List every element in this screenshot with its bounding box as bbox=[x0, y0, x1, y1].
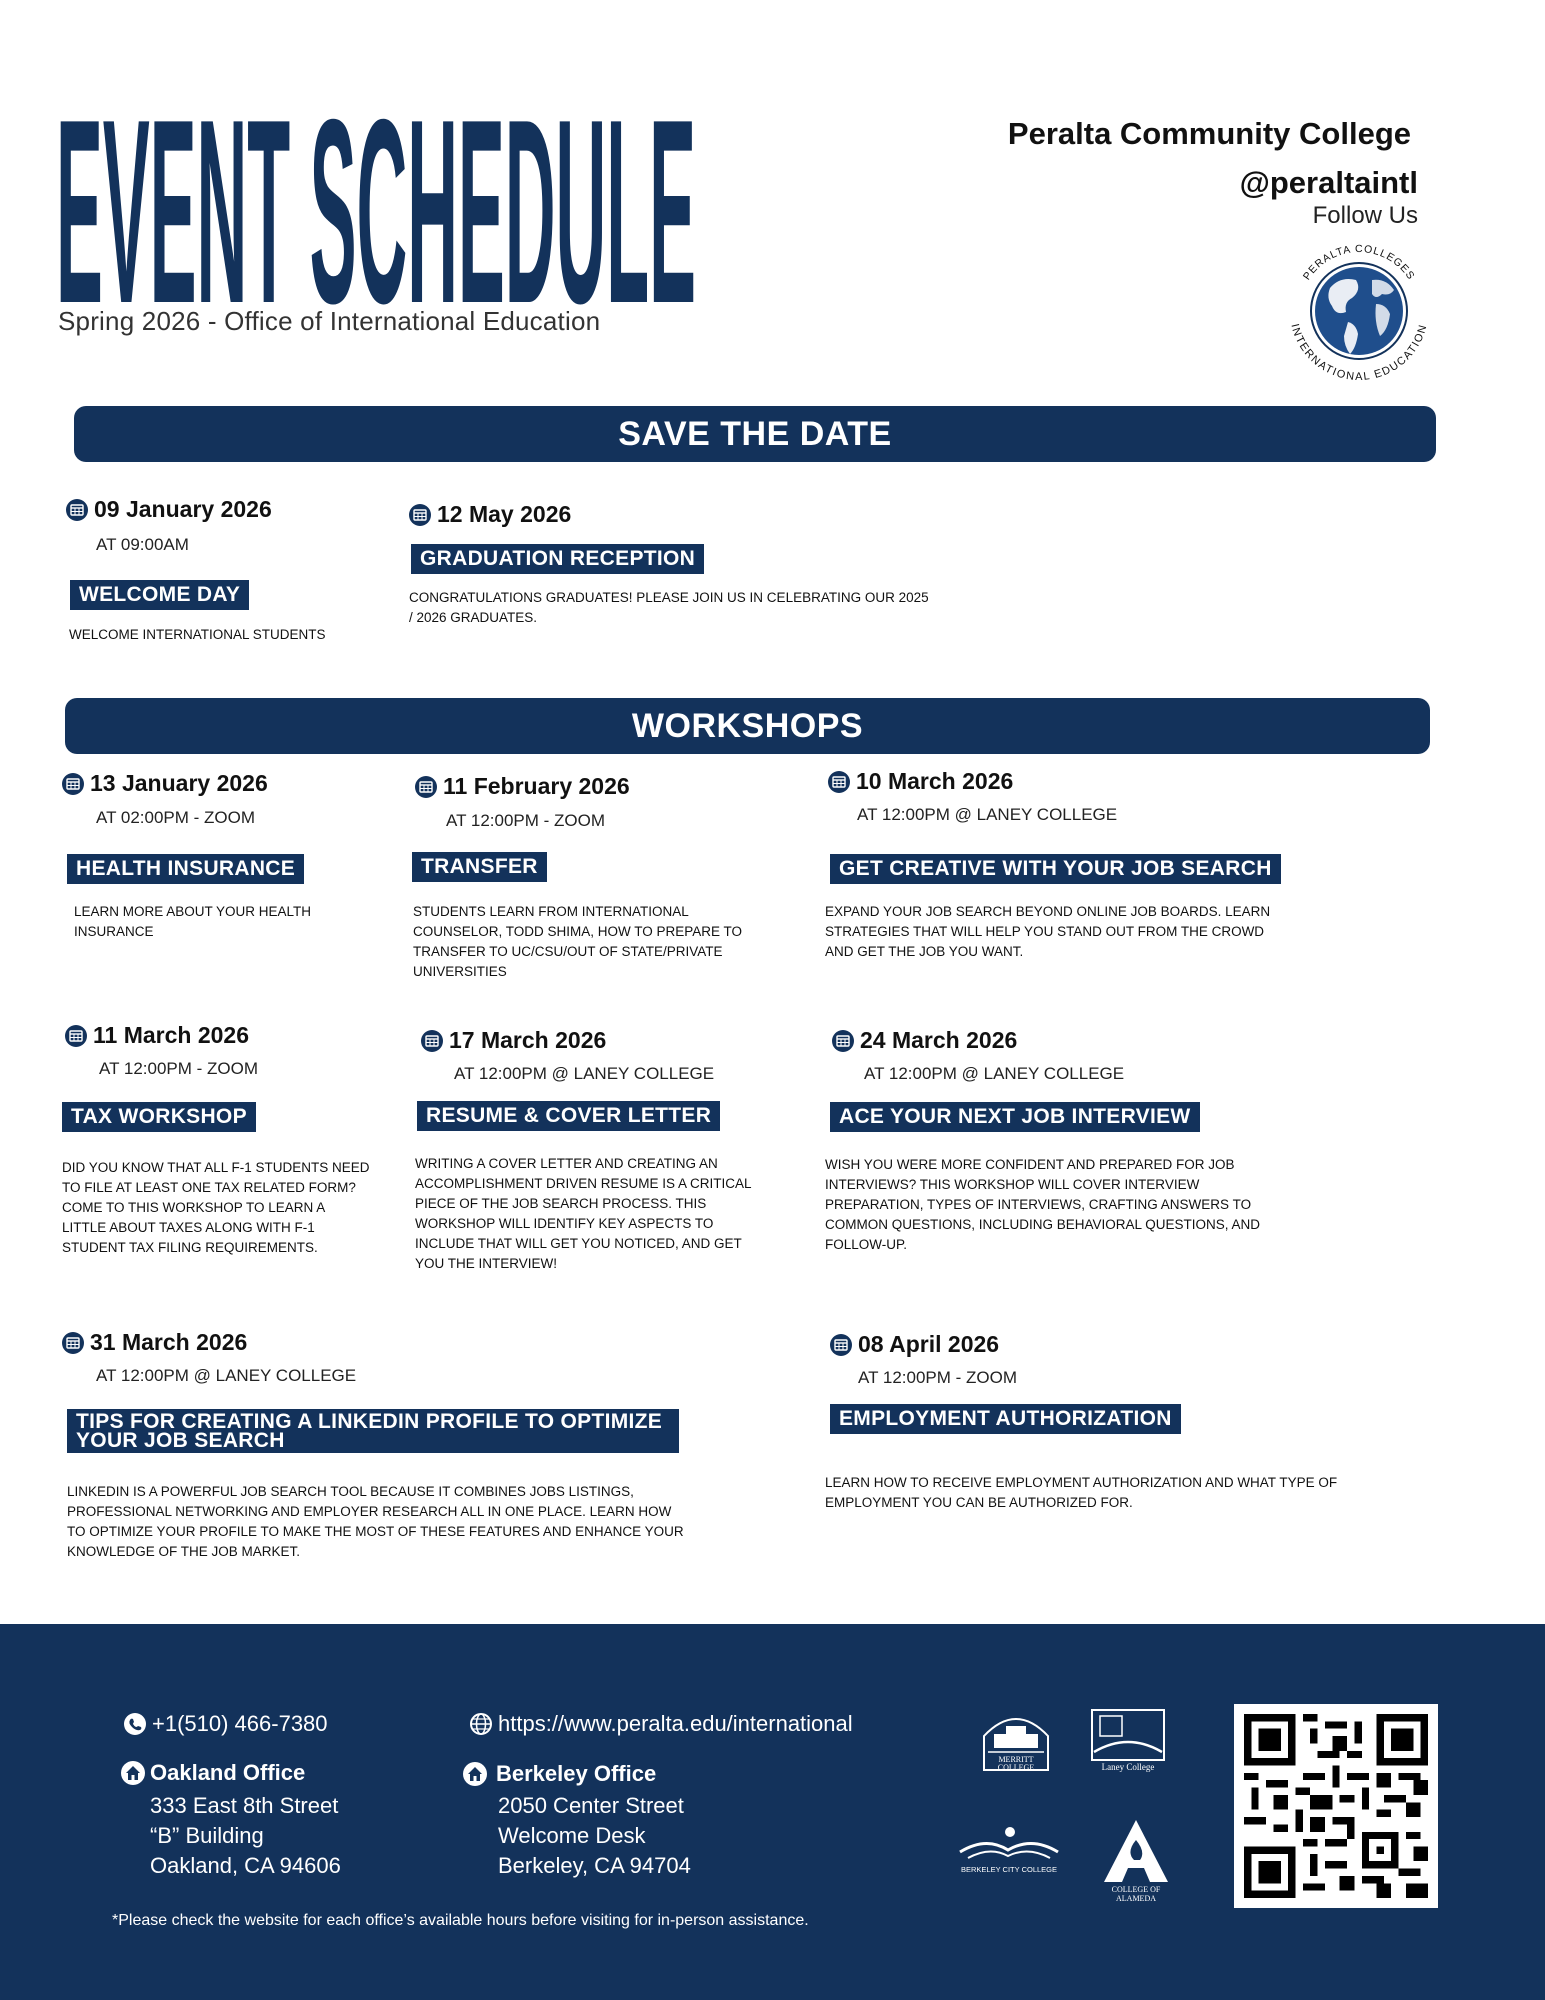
event-time: AT 12:00PM @ LANEY COLLEGE bbox=[454, 1064, 715, 1083]
calendar-icon bbox=[66, 499, 88, 521]
event-title: TAX WORKSHOP bbox=[62, 1102, 256, 1132]
event-description: STUDENTS LEARN FROM INTERNATIONAL COUNSELOR, TODD SHIMA, HOW TO PREPARE TO TRANSFER TO UC/CSU/OUT OF STATE/PRIVATE UNIVERSITIES bbox=[413, 904, 743, 979]
event-title: TIPS FOR CREATING A LINKEDIN PROFILE TO OPTIMIZE YOUR JOB SEARCH bbox=[67, 1409, 679, 1453]
event-date: 12 May 2026 bbox=[409, 501, 571, 528]
event-title: GET CREATIVE WITH YOUR JOB SEARCH bbox=[830, 854, 1281, 884]
address-line: Berkeley, CA 94704 bbox=[498, 1853, 691, 1878]
globe-icon bbox=[468, 1711, 494, 1737]
address-line: “B” Building bbox=[150, 1823, 264, 1848]
calendar-icon bbox=[62, 773, 84, 795]
event-welcome-day bbox=[66, 496, 272, 523]
event-time: AT 12:00PM @ LANEY COLLEGE bbox=[864, 1064, 1125, 1083]
event-time: AT 09:00AM bbox=[96, 535, 189, 554]
phone-contact[interactable]: +1(510) 466-7380 bbox=[122, 1711, 328, 1737]
workshop-health-insurance bbox=[62, 770, 268, 797]
international-education-seal bbox=[1278, 230, 1440, 392]
event-title: ACE YOUR NEXT JOB INTERVIEW bbox=[830, 1102, 1200, 1132]
college-name: Peralta Community College bbox=[1007, 116, 1411, 151]
svg-text:EVENT SCHEDULE: EVENT SCHEDULE bbox=[56, 82, 696, 312]
svg-text:Laney College: Laney College bbox=[1101, 1762, 1155, 1772]
event-graduation-reception bbox=[409, 501, 571, 528]
svg-text:COLLEGE: COLLEGE bbox=[997, 1763, 1035, 1772]
event-title: EMPLOYMENT AUTHORIZATION bbox=[830, 1404, 1181, 1434]
event-date: 09 January 2026 bbox=[66, 496, 272, 523]
event-description: WELCOME INTERNATIONAL STUDENTS bbox=[69, 627, 326, 642]
page-title bbox=[56, 82, 706, 312]
event-time: AT 12:00PM - ZOOM bbox=[858, 1368, 1018, 1387]
save-the-date-banner: SAVE THE DATE bbox=[74, 406, 1436, 462]
event-description: LEARN MORE ABOUT YOUR HEALTH INSURANCE bbox=[74, 904, 312, 939]
svg-text:ALAMEDA: ALAMEDA bbox=[1116, 1894, 1156, 1903]
event-description: WISH YOU WERE MORE CONFIDENT AND PREPARED FOR JOB INTERVIEWS? THIS WORKSHOP WILL COVER INTERVIEW PREPARATION, TYPES OF INTERVIEWS, CRAFTING ANSWERS TO COMMON QUESTIONS, INCLUDING BEHAVIORAL QUESTIONS, AND FOLLOW-UP. bbox=[825, 1157, 1261, 1252]
svg-text:MERRITT: MERRITT bbox=[998, 1755, 1034, 1764]
address-line: Welcome Desk bbox=[498, 1823, 646, 1848]
event-date: 10 March 2026 bbox=[828, 768, 1013, 795]
event-time: AT 02:00PM - ZOOM bbox=[96, 808, 256, 827]
workshop-interview bbox=[832, 1027, 1017, 1054]
workshop-linkedin bbox=[62, 1329, 247, 1356]
event-title: GRADUATION RECEPTION bbox=[411, 544, 704, 574]
address-line: 2050 Center Street bbox=[498, 1793, 684, 1818]
event-description: WRITING A COVER LETTER AND CREATING AN ACCOMPLISHMENT DRIVEN RESUME IS A CRITICAL PIECE OF THE JOB SEARCH PROCESS. THIS WORKSHOP WILL IDENTIFY KEY ASPECTS TO INCLUDE THAT WILL GET YOU NOTICED, AND GET YOU THE INTERVIEW! bbox=[415, 1156, 752, 1271]
svg-text:COLLEGE OF: COLLEGE OF bbox=[1111, 1885, 1161, 1894]
follow-us-label: Follow Us bbox=[1312, 202, 1418, 229]
address-line: 333 East 8th Street bbox=[150, 1793, 339, 1818]
calendar-icon bbox=[62, 1332, 84, 1354]
phone-icon bbox=[122, 1711, 148, 1737]
berkeley-office-heading: Berkeley Office bbox=[462, 1761, 656, 1787]
event-description: EXPAND YOUR JOB SEARCH BEYOND ONLINE JOB BOARDS. LEARN STRATEGIES THAT WILL HELP YOU STAND OUT FROM THE CROWD AND GET THE JOB YOU WANT. bbox=[825, 904, 1271, 959]
svg-text:INTERNATIONAL EDUCATION: INTERNATIONAL EDUCATION bbox=[1288, 322, 1430, 384]
calendar-icon bbox=[828, 771, 850, 793]
workshops-banner: WORKSHOPS bbox=[65, 698, 1430, 754]
visit-hours-note: *Please check the website for each office’s available hours before visiting for in-person assistance. bbox=[112, 1912, 809, 1929]
event-date: 08 April 2026 bbox=[830, 1331, 999, 1358]
social-handle[interactable]: @peraltaintl bbox=[1239, 165, 1418, 200]
event-title: TRANSFER bbox=[412, 852, 547, 882]
berkeley-office-address bbox=[498, 1791, 691, 1881]
event-description: CONGRATULATIONS GRADUATES! PLEASE JOIN US IN CELEBRATING OUR 2025 / 2026 GRADUATES. bbox=[409, 590, 929, 625]
event-date: 31 March 2026 bbox=[62, 1329, 247, 1356]
event-date: 13 January 2026 bbox=[62, 770, 268, 797]
calendar-icon bbox=[65, 1025, 87, 1047]
workshop-resume bbox=[421, 1027, 606, 1054]
page-subtitle: Spring 2026 - Office of International Education bbox=[58, 306, 601, 336]
merritt-college-logo bbox=[976, 1706, 1056, 1779]
event-date: 17 March 2026 bbox=[421, 1027, 606, 1054]
event-description: LINKEDIN IS A POWERFUL JOB SEARCH TOOL BECAUSE IT COMBINES JOBS LISTINGS, PROFESSIONAL NETWORKING AND EMPLOYER RESEARCH ALL IN ONE PLACE. LEARN HOW TO OPTIMIZE YOUR PROFILE TO MAKE THE MOST OF THESE FEATURES AND ENHANCE YOUR KNOWLEDGE OF THE JOB MARKET. bbox=[67, 1484, 684, 1559]
workshop-transfer bbox=[415, 773, 630, 800]
svg-text:BERKELEY CITY COLLEGE: BERKELEY CITY COLLEGE bbox=[960, 1865, 1058, 1874]
home-icon bbox=[462, 1761, 488, 1787]
college-of-alameda-logo bbox=[1096, 1818, 1176, 1907]
oakland-office-address bbox=[150, 1791, 341, 1881]
calendar-icon bbox=[421, 1030, 443, 1052]
laney-college-logo bbox=[1088, 1708, 1168, 1775]
oakland-office-heading: Oakland Office bbox=[120, 1760, 305, 1786]
calendar-icon bbox=[832, 1030, 854, 1052]
calendar-icon bbox=[409, 504, 431, 526]
calendar-icon bbox=[415, 776, 437, 798]
svg-text:PERALTA COLLEGES: PERALTA COLLEGES bbox=[1300, 242, 1418, 283]
home-icon bbox=[120, 1760, 146, 1786]
workshop-job-search bbox=[828, 768, 1013, 795]
address-line: Oakland, CA 94606 bbox=[150, 1853, 341, 1878]
event-time: AT 12:00PM @ LANEY COLLEGE bbox=[96, 1366, 357, 1385]
event-description: DID YOU KNOW THAT ALL F-1 STUDENTS NEED TO FILE AT LEAST ONE TAX RELATED FORM? COME TO THIS WORKSHOP TO LEARN A LITTLE ABOUT TAXES ALONG WITH F-1 STUDENT TAX FILING REQUIREMENTS. bbox=[62, 1160, 370, 1255]
website-link[interactable]: https://www.peralta.edu/international bbox=[468, 1711, 853, 1737]
calendar-icon bbox=[830, 1334, 852, 1356]
workshop-employment-authorization bbox=[830, 1331, 999, 1358]
event-title: HEALTH INSURANCE bbox=[67, 854, 304, 884]
event-time: AT 12:00PM - ZOOM bbox=[446, 811, 606, 830]
event-date: 11 February 2026 bbox=[415, 773, 630, 800]
event-date: 11 March 2026 bbox=[65, 1022, 249, 1049]
event-time: AT 12:00PM - ZOOM bbox=[99, 1059, 259, 1078]
event-description: LEARN HOW TO RECEIVE EMPLOYMENT AUTHORIZATION AND WHAT TYPE OF EMPLOYMENT YOU CAN BE AUTHORIZED FOR. bbox=[825, 1475, 1338, 1510]
workshop-tax bbox=[65, 1022, 249, 1049]
event-date: 24 March 2026 bbox=[832, 1027, 1017, 1054]
event-time: AT 12:00PM @ LANEY COLLEGE bbox=[857, 805, 1118, 824]
qr-code[interactable] bbox=[1234, 1704, 1438, 1908]
berkeley-city-college-logo bbox=[950, 1826, 1068, 1879]
event-title: RESUME & COVER LETTER bbox=[417, 1101, 720, 1131]
event-title: WELCOME DAY bbox=[70, 580, 249, 610]
